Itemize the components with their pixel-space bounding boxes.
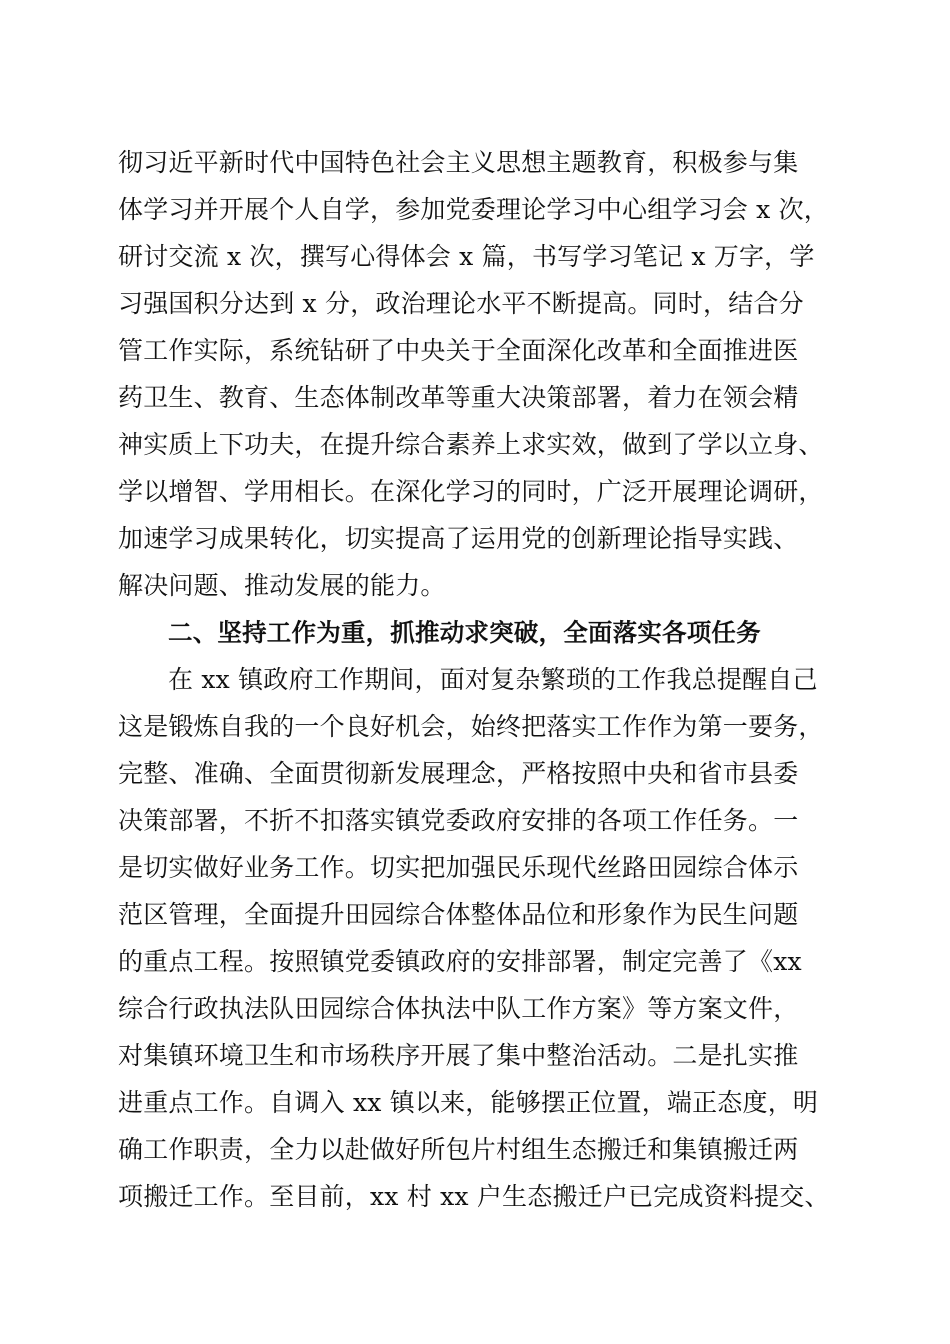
paragraph-1-line: 加速学习成果转化，切实提高了运用党的创新理论指导实践、 <box>118 524 799 553</box>
paragraph-2-line: 范区管理，全面提升田园综合体整体品位和形象作为民生问题 <box>118 900 799 929</box>
paragraph-1-line: 学以增智、学用相长。在深化学习的同时，广泛开展理论调研， <box>118 477 824 506</box>
paragraph-2-line: 对集镇环境卫生和市场秩序开展了集中整治活动。二是扎实推 <box>118 1041 799 1070</box>
paragraph-1-line: 管工作实际，系统钻研了中央关于全面深化改革和全面推进医 <box>118 336 799 365</box>
section-heading: 二、坚持工作为重，抓推动求突破，全面落实各项任务 <box>168 618 761 647</box>
paragraph-1-line: 习强国积分达到 x 分，政治理论水平不断提高。同时，结合分 <box>118 289 804 318</box>
paragraph-2-line: 这是锻炼自我的一个良好机会，始终把落实工作作为第一要务， <box>118 712 824 741</box>
paragraph-1-line: 神实质上下功夫，在提升综合素养上求实效，做到了学以立身、 <box>118 430 824 459</box>
paragraph-2-line: 在 xx 镇政府工作期间，面对复杂繁琐的工作我总提醒自己 <box>168 665 818 694</box>
paragraph-2-line: 项搬迁工作。至目前，xx 村 xx 户生态搬迁户已完成资料提交、 <box>118 1182 830 1211</box>
paragraph-2-line: 确工作职责，全力以赴做好所包片村组生态搬迁和集镇搬迁两 <box>118 1135 799 1164</box>
paragraph-2-line: 完整、准确、全面贯彻新发展理念，严格按照中央和省市县委 <box>118 759 799 788</box>
paragraph-1-line: 解决问题、推动发展的能力。 <box>118 571 446 600</box>
paragraph-2-line: 是切实做好业务工作。切实把加强民乐现代丝路田园综合体示 <box>118 853 799 882</box>
paragraph-1-line: 体学习并开展个人自学，参加党委理论学习中心组学习会 x 次， <box>118 195 829 224</box>
paragraph-2-line: 决策部署，不折不扣落实镇党委政府安排的各项工作任务。一 <box>118 806 799 835</box>
paragraph-1-line: 药卫生、教育、生态体制改革等重大决策部署，着力在领会精 <box>118 383 799 412</box>
paragraph-1-line: 彻习近平新时代中国特色社会主义思想主题教育，积极参与集 <box>118 148 799 177</box>
paragraph-2-line: 的重点工程。按照镇党委镇政府的安排部署，制定完善了《xx <box>118 947 802 976</box>
paragraph-2-line: 综合行政执法队田园综合体执法中队工作方案》等方案文件， <box>118 994 799 1023</box>
paragraph-1-line: 研讨交流 x 次，撰写心得体会 x 篇，书写学习笔记 x 万字，学 <box>118 242 815 271</box>
paragraph-2-line: 进重点工作。自调入 xx 镇以来，能够摆正位置，端正态度，明 <box>118 1088 819 1117</box>
